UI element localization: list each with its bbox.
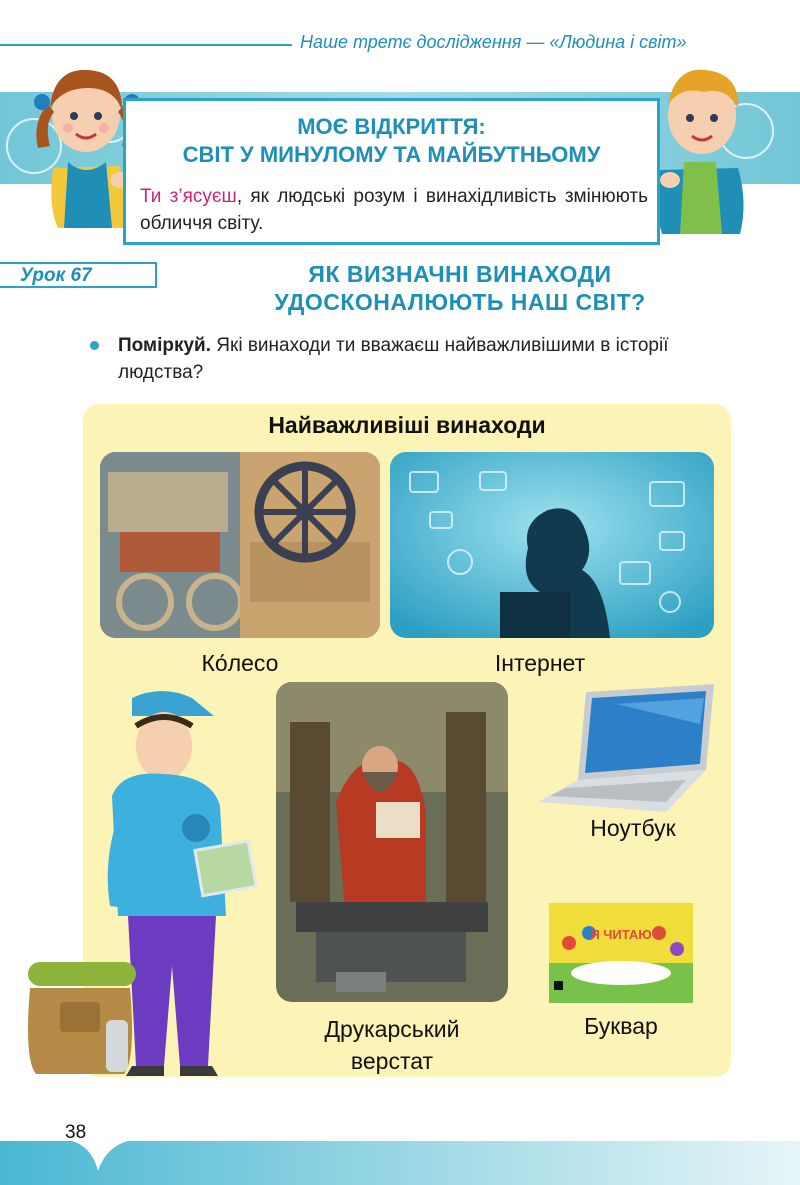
page-number: 38 (65, 1122, 87, 1143)
printing-press-caption (285, 1013, 499, 1077)
laptop-caption: Ноутбук (590, 815, 676, 841)
discovery-title-box (123, 98, 660, 245)
backpack-illustration (20, 950, 150, 1078)
internet-caption: Інтернет (494, 650, 586, 676)
discovery-title-line1: МОЄ ВІДКРИТТЯ: (297, 114, 486, 139)
lesson-tag (0, 262, 157, 288)
printing-press-caption-line1: Друкарський (324, 1016, 460, 1042)
subtitle-text: , як людські розум і винахідливість змінюють обличчя світу. (140, 186, 649, 234)
discovery-title (126, 113, 657, 169)
primer-cover-text: Я ЧИТАЮ (590, 927, 652, 942)
primer-book-image (549, 903, 693, 1003)
primer-caption: Буквар (584, 1013, 658, 1039)
task-text: Які винаходи ти вважаєш найважливішими в історії людства? (118, 335, 669, 383)
bullet-icon (90, 341, 99, 350)
running-head: Наше третє дослідження — «Людина і світ» (300, 32, 687, 52)
laptop-illustration (536, 684, 718, 814)
header-rule (0, 44, 292, 46)
internet-image (390, 452, 714, 638)
wheel-caption: Ко́лесо (201, 650, 279, 676)
footer-band (0, 1141, 800, 1185)
wheel-image (100, 452, 380, 638)
inventions-panel-title: Найважливіші винаходи (268, 412, 546, 438)
subtitle-highlight: Ти з’ясуєш (140, 186, 237, 207)
lesson-number: Урок 67 (20, 265, 92, 286)
printing-press-image (276, 682, 508, 1002)
discovery-title-line2: СВІТ У МИНУЛОМУ ТА МАЙБУТНЬОМУ (182, 142, 601, 167)
lesson-title-line1: ЯК ВИЗНАЧНІ ВИНАХОДИ (308, 261, 612, 287)
task-label: Поміркуй. (118, 335, 211, 356)
lesson-title-line2: УДОСКОНАЛЮЮТЬ НАШ СВІТ? (274, 289, 646, 315)
printing-press-caption-line2: верстат (350, 1048, 434, 1074)
lesson-title (175, 260, 745, 316)
task-prompt (118, 332, 738, 386)
discovery-subtitle (140, 183, 648, 237)
